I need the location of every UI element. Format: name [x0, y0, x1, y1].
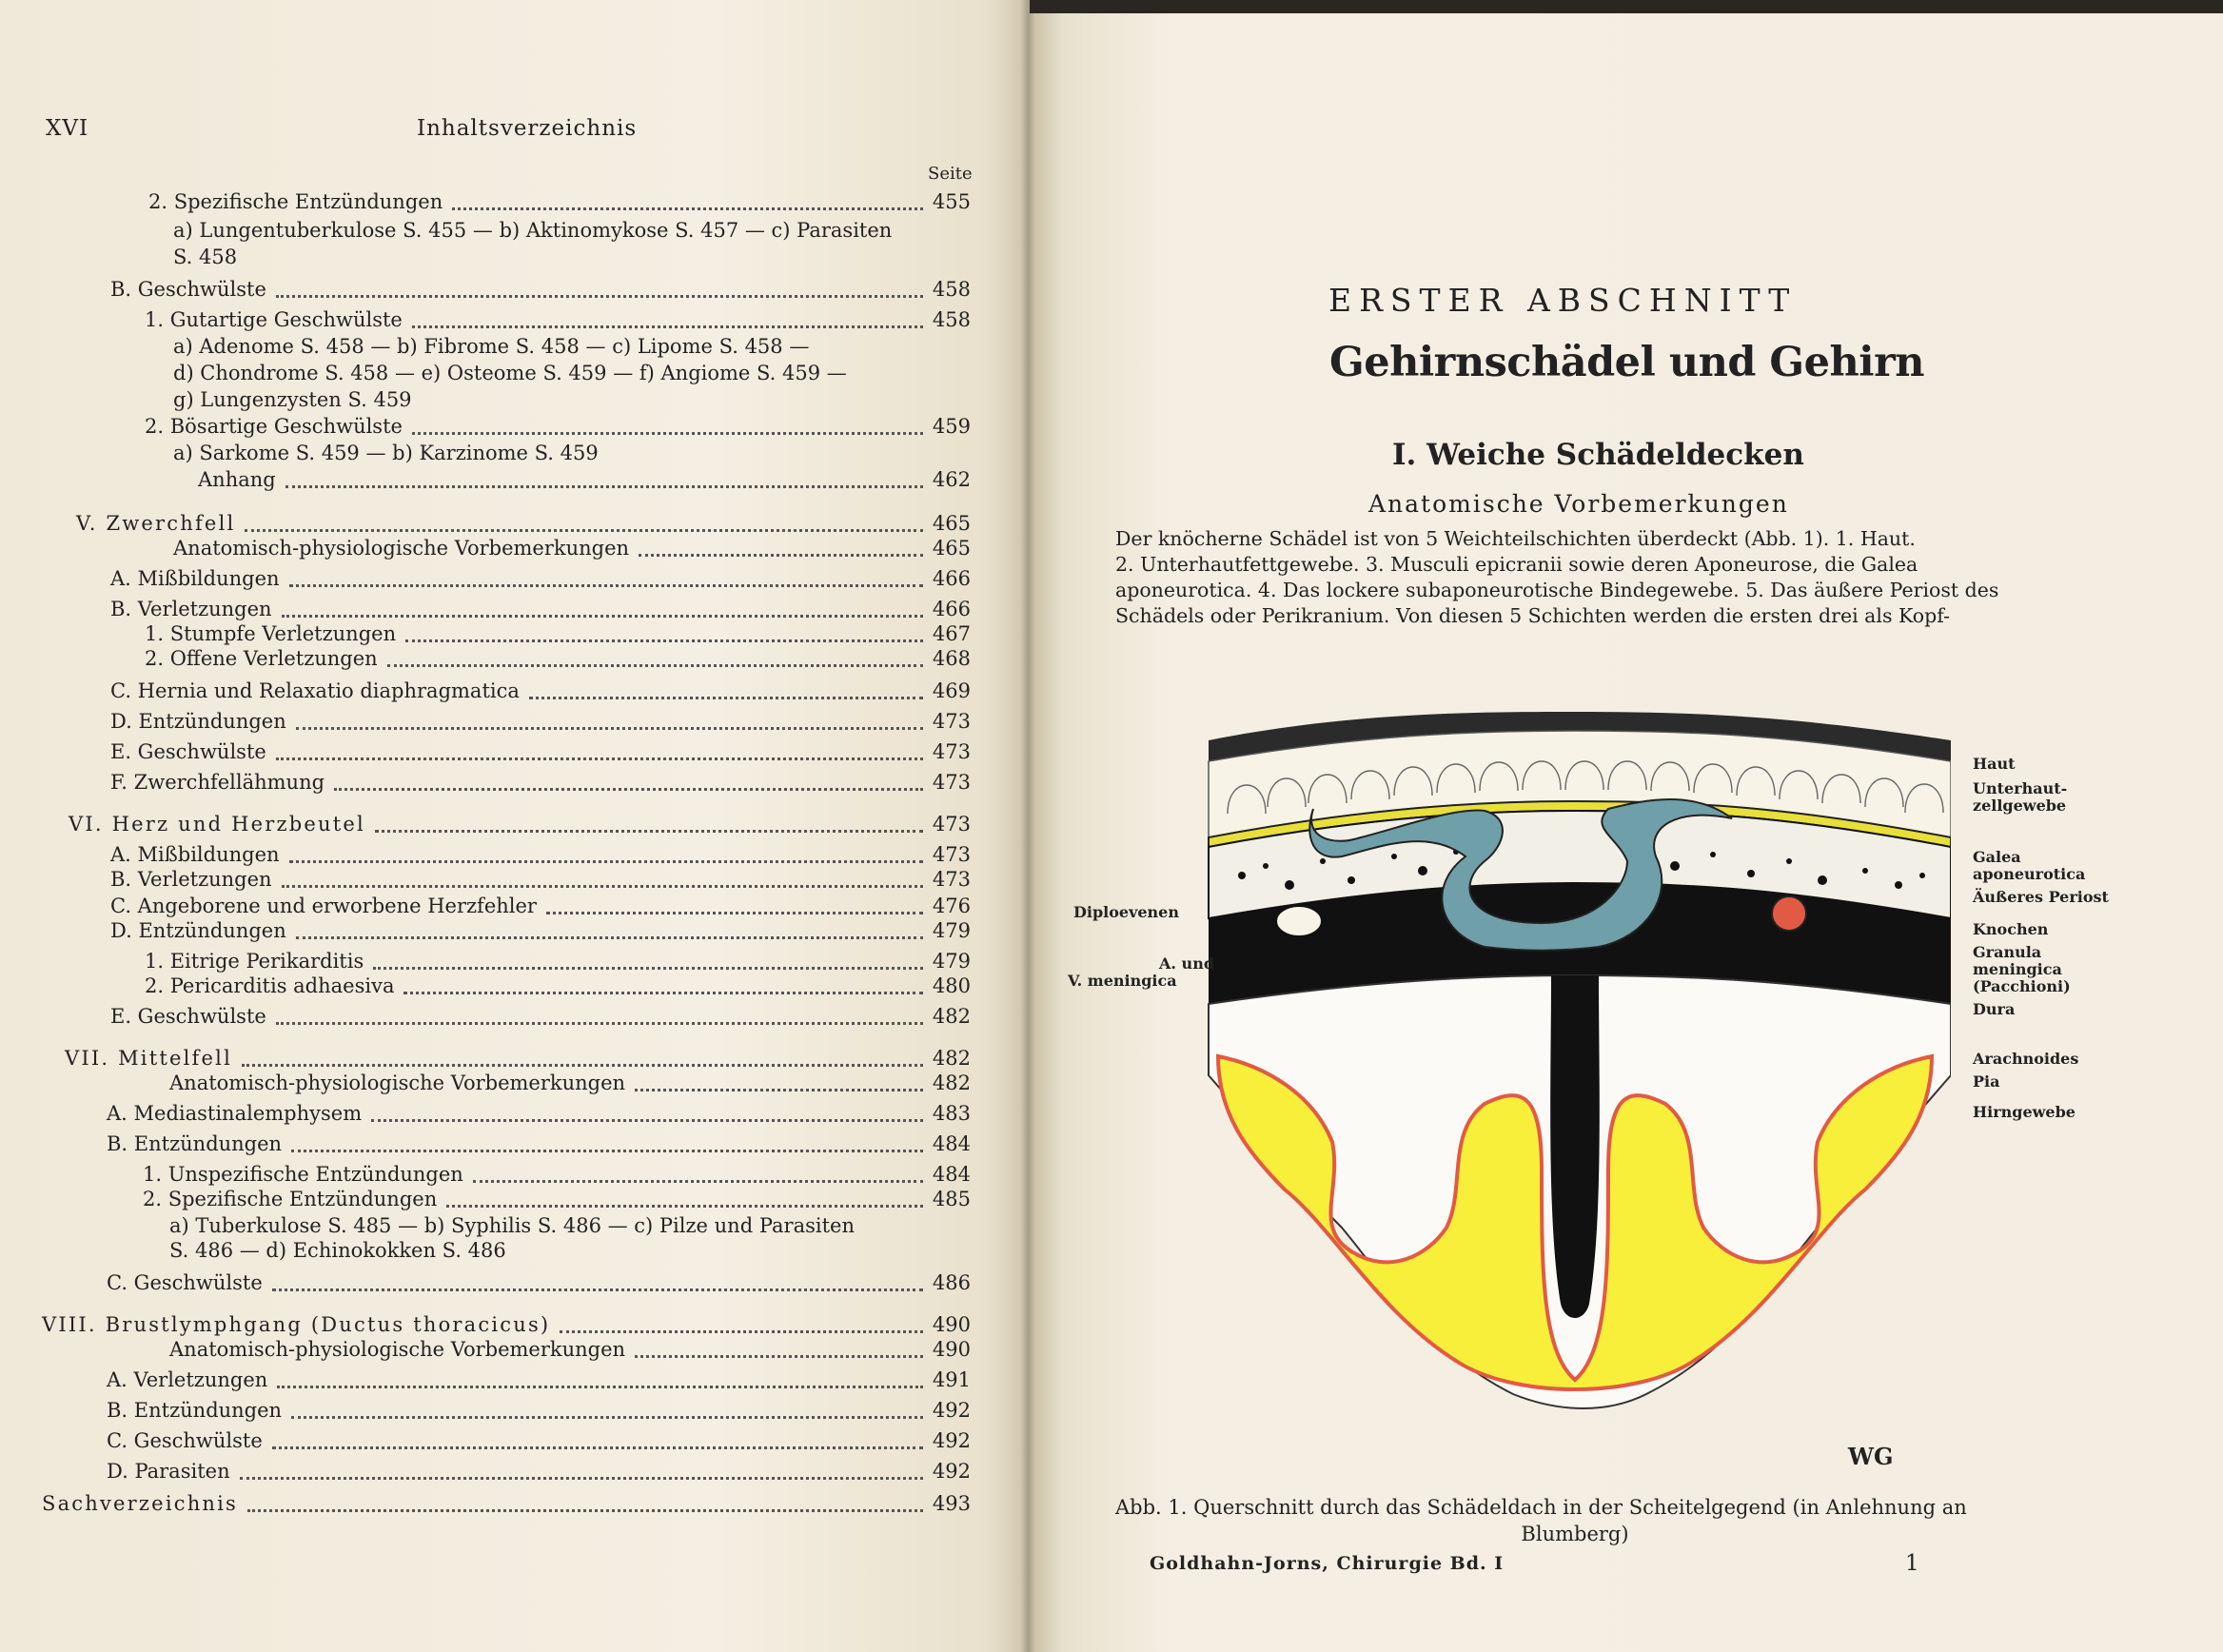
toc-entry-title: C. Geschwülste [107, 1429, 263, 1452]
toc-entry-title: S. 458 [173, 246, 238, 268]
toc-entry-title: F. Zwerchfellähmung [110, 771, 325, 794]
toc-entry-page: 473 [932, 740, 971, 763]
caption-line-1: Abb. 1. Querschnitt durch das Schädeldach in der Scheitelgegend (in Anlehnung an [1115, 1496, 1967, 1519]
label-periost: Äußeres Periost [1973, 888, 2109, 906]
toc-entry-page: 458 [932, 308, 971, 331]
page-number: XVI [46, 116, 89, 141]
toc-entry [110, 769, 971, 796]
toc-entry-page: 473 [932, 843, 971, 866]
toc-entry [173, 360, 971, 386]
toc-entry-title: C. Angeborene und erworbene Herzfehler [110, 895, 537, 917]
toc-entry [148, 188, 971, 215]
label-galea-2: aponeurotica [1973, 865, 2086, 883]
toc-entry-title: a) Sarkome S. 459 — b) Karzinome S. 459 [173, 442, 599, 464]
toc-entry-title: B. Verletzungen [110, 868, 272, 891]
toc-entry-title: 2. Offene Verletzungen [145, 647, 378, 670]
toc-entry-title: D. Entzündungen [110, 710, 286, 733]
toc-entry-page: 466 [932, 598, 971, 620]
falx-cerebri [1550, 975, 1600, 1318]
label-meningica-1: A. und [1159, 954, 1215, 973]
toc-entry-title: 1. Gutartige Geschwülste [145, 308, 403, 331]
toc-entry-page: 466 [932, 567, 971, 590]
page-edge-shadow [1030, 0, 2223, 13]
left-page [0, 0, 1028, 1652]
body-line: aponeurotica. 4. Das lockere subaponeurotische Bindegewebe. 5. Das äußere Periost des [1115, 579, 1999, 601]
toc-entry-page: 493 [932, 1492, 971, 1515]
toc-entry-title: V. Zwerchfell [76, 512, 236, 535]
toc-leader-dots [639, 527, 923, 557]
pacchioni-granulation [1772, 896, 1806, 931]
toc-entry-page: 476 [932, 895, 971, 917]
label-pia: Pia [1973, 1072, 2000, 1091]
table-of-contents [0, 188, 1028, 1540]
toc-leader-dots [277, 1359, 923, 1388]
toc-entry [169, 1237, 971, 1264]
toc-entry-page: 482 [932, 1047, 971, 1070]
toc-leader-dots [285, 459, 923, 488]
toc-entry-title: E. Geschwülste [110, 740, 266, 763]
toc-entry-title: VIII. Brustlymphgang (Ductus thoracicus) [42, 1313, 551, 1336]
subsection-title: Anatomische Vorbemerkungen [1368, 490, 1789, 518]
skull-cross-section-figure [1199, 695, 1951, 1475]
toc-leader-dots [291, 1123, 923, 1152]
toc-entry [145, 413, 971, 440]
toc-entry-title: S. 486 — d) Echinokokken S. 486 [169, 1239, 506, 1262]
label-granula-1: Granula [1973, 943, 2042, 961]
toc-leader-dots [387, 638, 923, 667]
label-hirngewebe: Hirngewebe [1973, 1103, 2075, 1121]
toc-entry-page: 455 [932, 190, 971, 213]
label-galea-1: Galea [1973, 848, 2021, 866]
label-unterhaut-2: zellgewebe [1973, 796, 2067, 815]
toc-entry-page: 473 [932, 771, 971, 794]
toc-entry-page: 465 [932, 512, 971, 535]
toc-entry [173, 217, 971, 244]
toc-entry-title: D. Entzündungen [110, 919, 286, 942]
toc-entry-title: VI. Herz und Herzbeutel [69, 813, 365, 836]
toc-entry-title: a) Tuberkulose S. 485 — b) Syphilis S. 486 — c) Pilze und Parasiten [169, 1214, 855, 1237]
toc-leader-dots [276, 731, 923, 760]
toc-entry-title: 1. Stumpfe Verletzungen [145, 622, 397, 645]
toc-entry-title: 1. Unspezifische Entzündungen [143, 1163, 463, 1186]
caption-line-2: Blumberg) [1521, 1523, 1629, 1545]
toc-entry-title: g) Lungenzysten S. 459 [173, 388, 412, 411]
toc-entry-title: B. Verletzungen [110, 598, 272, 620]
section-title: I. Weiche Schädeldecken [1392, 438, 1804, 472]
toc-entry [169, 1212, 971, 1239]
running-title: Inhaltsverzeichnis [417, 116, 638, 141]
toc-leader-dots [296, 910, 923, 939]
toc-entry [42, 1490, 971, 1517]
toc-entry [198, 466, 971, 493]
book-gutter [1020, 0, 1035, 1652]
toc-entry-page: 479 [932, 919, 971, 942]
toc-entry-title: D. Parasiten [107, 1460, 230, 1483]
toc-leader-dots [446, 1178, 923, 1208]
toc-entry-title: 2. Bösartige Geschwülste [145, 415, 403, 438]
toc-entry-page: 469 [932, 679, 971, 702]
toc-entry-title: B. Entzündungen [107, 1132, 283, 1155]
toc-entry-title: 2. Spezifische Entzündungen [143, 1188, 438, 1210]
toc-entry-page: 490 [932, 1338, 971, 1361]
toc-entry [143, 1186, 971, 1212]
toc-entry-page: 485 [932, 1188, 971, 1210]
toc-leader-dots [452, 181, 923, 210]
toc-entry [145, 306, 971, 333]
toc-entry-page: 468 [932, 647, 971, 670]
toc-entry-title: 2. Spezifische Entzündungen [148, 190, 443, 213]
toc-entry-page: 482 [932, 1005, 971, 1028]
toc-entry-page: 486 [932, 1271, 971, 1294]
toc-leader-dots [412, 405, 923, 435]
meningeal-vessel [1276, 906, 1322, 936]
toc-entry [173, 244, 971, 270]
label-granula-2: meningica [1973, 960, 2062, 978]
label-diploevenen: Diploevenen [1073, 903, 1179, 921]
label-dura: Dura [1973, 1000, 2016, 1018]
label-arachnoides: Arachnoides [1973, 1050, 2079, 1068]
toc-leader-dots [289, 558, 923, 587]
toc-leader-dots [272, 1262, 923, 1291]
toc-leader-dots [247, 1483, 923, 1512]
toc-entry-title: Anatomisch-physiologische Vorbemerkungen [173, 537, 630, 560]
toc-entry-page: 479 [932, 950, 971, 973]
toc-entry-title: B. Geschwülste [110, 278, 266, 301]
toc-entry-page: 473 [932, 868, 971, 891]
body-line: 2. Unterhautfettgewebe. 3. Musculi epicranii sowie deren Aponeurose, die Galea [1115, 553, 1918, 576]
toc-entry-title: A. Mißbildungen [110, 567, 280, 590]
part-title: Gehirnschädel und Gehirn [1329, 339, 1925, 386]
toc-leader-dots [276, 995, 923, 1025]
toc-leader-dots [334, 761, 923, 791]
toc-entry-page: 490 [932, 1313, 971, 1336]
toc-entry-title: A. Mißbildungen [110, 843, 280, 866]
label-unterhaut-1: Unterhaut- [1973, 779, 2068, 797]
toc-entry-title: A. Mediastinalemphysem [107, 1102, 363, 1125]
seite-label: Seite [928, 164, 973, 184]
part-label: ERSTER ABSCHNITT [1328, 282, 1798, 319]
toc-leader-dots [282, 858, 923, 888]
toc-entry-page: 473 [932, 710, 971, 733]
toc-entry-page: 459 [932, 415, 971, 438]
toc-entry-title: B. Entzündungen [107, 1399, 283, 1422]
toc-entry-page: 462 [932, 468, 971, 491]
toc-entry-page: 480 [932, 974, 971, 997]
label-knochen: Knochen [1973, 920, 2049, 938]
toc-entry-page: 482 [932, 1072, 971, 1094]
toc-entry-page: 492 [932, 1460, 971, 1483]
toc-entry-page: 473 [932, 813, 971, 836]
toc-leader-dots [403, 965, 922, 994]
toc-leader-dots [635, 1328, 923, 1358]
toc-entry-title: E. Geschwülste [110, 1005, 266, 1028]
toc-entry-page: 491 [932, 1368, 971, 1391]
label-meningica-2: V. meningica [1068, 972, 1177, 990]
toc-entry-title: Anhang [198, 468, 276, 491]
toc-entry-title: C. Geschwülste [107, 1271, 263, 1294]
toc-entry [173, 333, 971, 360]
toc-entry [107, 1458, 971, 1485]
figure-caption [1115, 1494, 2035, 1547]
toc-leader-dots [375, 803, 923, 833]
body-line: Schädels oder Perikranium. Von diesen 5 Schichten werden die ersten drei als Kopf- [1115, 604, 1951, 627]
toc-entry-page: 484 [932, 1163, 971, 1186]
toc-entry-title: a) Adenome S. 458 — b) Fibrome S. 458 — c) Lipome S. 458 — [173, 335, 810, 358]
toc-leader-dots [635, 1062, 923, 1092]
toc-leader-dots [371, 1092, 923, 1122]
body-text [1115, 526, 2035, 629]
toc-entry [107, 1269, 971, 1296]
toc-entry-title: Anatomisch-physiologische Vorbemerkungen [169, 1072, 626, 1094]
toc-leader-dots [272, 1420, 923, 1449]
label-haut: Haut [1973, 755, 2016, 773]
toc-entry [145, 645, 971, 672]
toc-entry-page: 458 [932, 278, 971, 301]
toc-entry-title: A. Verletzungen [107, 1368, 268, 1391]
toc-entry-title: C. Hernia und Relaxatio diaphragmatica [110, 679, 520, 702]
toc-entry-title: VII. Mittelfell [65, 1047, 232, 1070]
toc-entry-page: 492 [932, 1399, 971, 1422]
toc-entry [110, 1003, 971, 1030]
artist-signature: WG [1848, 1443, 1894, 1470]
toc-entry-title: a) Lungentuberkulose S. 455 — b) Aktinomykose S. 457 — c) Parasiten [173, 219, 893, 242]
body-line: Der knöcherne Schädel ist von 5 Weichteilschichten überdeckt (Abb. 1). 1. Haut. [1115, 527, 1916, 550]
toc-entry-title: 1. Eitrige Perikarditis [145, 950, 364, 973]
toc-entry-page: 467 [932, 622, 971, 645]
toc-entry-page: 484 [932, 1132, 971, 1155]
toc-entry-title: Sachverzeichnis [42, 1492, 239, 1515]
toc-entry-title: Anatomisch-physiologische Vorbemerkungen [169, 1338, 626, 1361]
toc-leader-dots [276, 268, 923, 298]
toc-leader-dots [529, 670, 923, 699]
toc-leader-dots [240, 1450, 923, 1480]
toc-entry-title: d) Chondrome S. 458 — e) Osteome S. 459 — f) Angiome S. 459 — [173, 362, 847, 384]
page-number: 1 [1905, 1551, 1919, 1576]
toc-leader-dots [291, 1389, 923, 1419]
toc-entry-page: 492 [932, 1429, 971, 1452]
toc-entry-page: 465 [932, 537, 971, 560]
label-granula-3: (Pacchioni) [1973, 977, 2071, 995]
toc-leader-dots [296, 700, 923, 730]
toc-leader-dots [412, 299, 923, 328]
book-footer: Goldhahn-Jorns, Chirurgie Bd. I [1150, 1553, 1505, 1574]
toc-entry-title: 2. Pericarditis adhaesiva [145, 974, 395, 997]
toc-entry-page: 483 [932, 1102, 971, 1125]
